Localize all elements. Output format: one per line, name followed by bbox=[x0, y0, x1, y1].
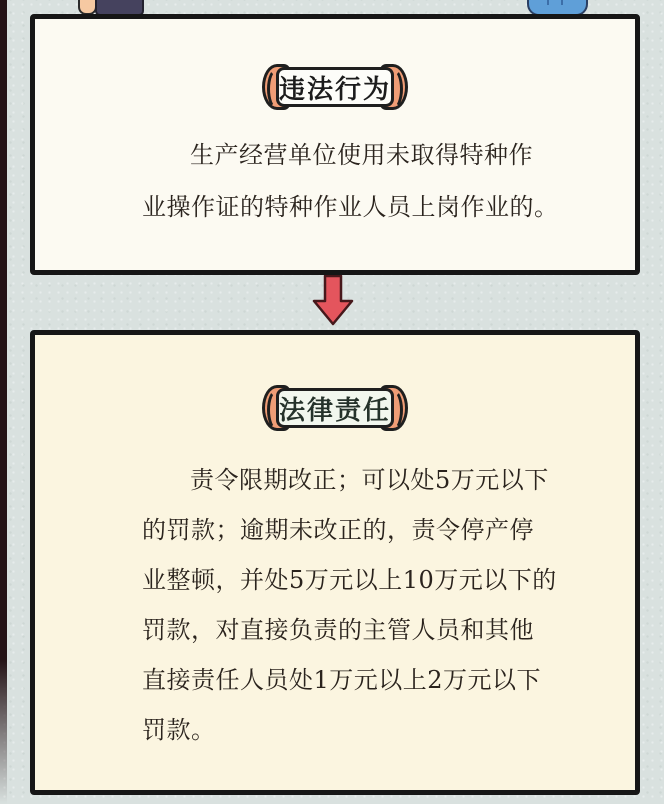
down-arrow-icon bbox=[310, 275, 356, 326]
left-edge-strip bbox=[0, 0, 7, 804]
liability-text-line: 罚款，对直接负责的主管人员和其他 bbox=[142, 616, 534, 644]
sleeve-seam-line bbox=[547, 0, 549, 5]
liability-text-line: 罚款。 bbox=[142, 716, 216, 744]
sleeve-seam-line bbox=[561, 0, 563, 5]
violation-text-line: 生产经营单位使用未取得特种作 bbox=[190, 141, 533, 169]
liability-text-line: 业整顿，并处5万元以上10万元以下的 bbox=[142, 566, 557, 594]
violation-text bbox=[142, 129, 602, 233]
liability-badge bbox=[262, 385, 408, 431]
liability-text-line: 责令限期改正；可以处5万元以下 bbox=[190, 466, 549, 494]
violation-badge bbox=[262, 64, 408, 110]
violation-badge-label: 违法行为 bbox=[276, 67, 394, 107]
liability-text-line: 的罚款；逾期未改正的，责令停产停 bbox=[142, 516, 534, 544]
violation-card bbox=[30, 14, 640, 275]
liability-badge-label: 法律责任 bbox=[276, 388, 394, 428]
liability-card bbox=[30, 330, 640, 795]
violation-text-line: 业操作证的特种作业人员上岗作业的。 bbox=[142, 193, 559, 221]
liability-text-line: 直接责任人员处1万元以上2万元以下 bbox=[142, 666, 542, 694]
liability-text bbox=[142, 455, 602, 755]
